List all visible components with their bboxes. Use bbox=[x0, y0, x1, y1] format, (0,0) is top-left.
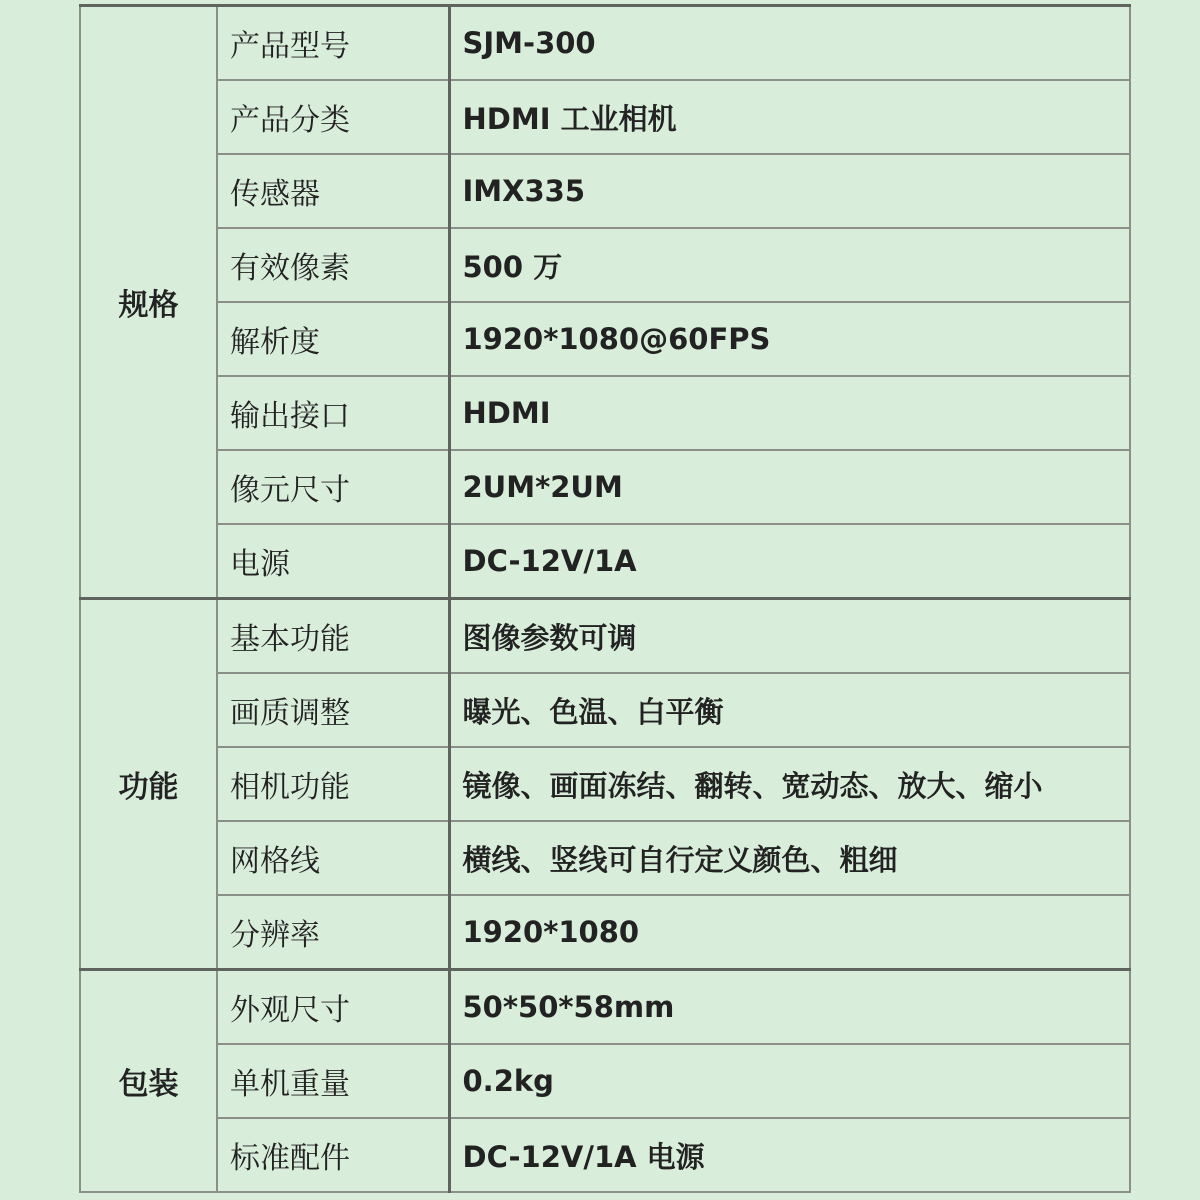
table-row bbox=[80, 376, 1130, 450]
row-label: 解析度 bbox=[217, 302, 449, 376]
row-label: 产品分类 bbox=[217, 80, 449, 154]
row-value: HDMI bbox=[449, 376, 1130, 450]
row-label: 输出接口 bbox=[217, 376, 449, 450]
row-label: 单机重量 bbox=[217, 1044, 449, 1118]
row-value: DC-12V/1A 电源 bbox=[449, 1118, 1130, 1192]
table-row bbox=[80, 821, 1130, 895]
row-value: 横线、竖线可自行定义颜色、粗细 bbox=[449, 821, 1130, 895]
row-value: 图像参数可调 bbox=[449, 599, 1130, 674]
section-group-label: 规格 bbox=[118, 288, 179, 323]
section-group-spec bbox=[80, 6, 217, 599]
table-row bbox=[80, 6, 1130, 81]
section-group-function bbox=[80, 599, 217, 970]
row-value: 1920*1080@60FPS bbox=[449, 302, 1130, 376]
row-value: 50*50*58mm bbox=[449, 970, 1130, 1045]
table-row bbox=[80, 673, 1130, 747]
table-row bbox=[80, 970, 1130, 1045]
row-value: 镜像、画面冻结、翻转、宽动态、放大、缩小 bbox=[449, 747, 1130, 821]
table-row bbox=[80, 450, 1130, 524]
table-row bbox=[80, 302, 1130, 376]
row-label: 电源 bbox=[217, 524, 449, 599]
section-group-label: 功能 bbox=[118, 770, 179, 805]
section-group-package bbox=[80, 970, 217, 1193]
row-label: 画质调整 bbox=[217, 673, 449, 747]
row-label: 标准配件 bbox=[217, 1118, 449, 1192]
spec-table bbox=[79, 4, 1131, 1193]
row-value: DC-12V/1A bbox=[449, 524, 1130, 599]
table-row bbox=[80, 154, 1130, 228]
row-value: 2UM*2UM bbox=[449, 450, 1130, 524]
table-row bbox=[80, 599, 1130, 674]
row-label: 像元尺寸 bbox=[217, 450, 449, 524]
row-value: SJM-300 bbox=[449, 6, 1130, 81]
row-label: 分辨率 bbox=[217, 895, 449, 970]
row-value: 曝光、色温、白平衡 bbox=[449, 673, 1130, 747]
row-label: 网格线 bbox=[217, 821, 449, 895]
row-value: HDMI 工业相机 bbox=[449, 80, 1130, 154]
table-row bbox=[80, 1118, 1130, 1192]
row-label: 传感器 bbox=[217, 154, 449, 228]
table-row bbox=[80, 80, 1130, 154]
table-row bbox=[80, 228, 1130, 302]
section-group-label: 包装 bbox=[118, 1067, 179, 1102]
row-label: 外观尺寸 bbox=[217, 970, 449, 1045]
row-label: 产品型号 bbox=[217, 6, 449, 81]
row-value: 0.2kg bbox=[449, 1044, 1130, 1118]
table-row bbox=[80, 524, 1130, 599]
row-value: IMX335 bbox=[449, 154, 1130, 228]
row-label: 有效像素 bbox=[217, 228, 449, 302]
row-label: 相机功能 bbox=[217, 747, 449, 821]
row-label: 基本功能 bbox=[217, 599, 449, 674]
table-row bbox=[80, 747, 1130, 821]
row-value: 1920*1080 bbox=[449, 895, 1130, 970]
table-row bbox=[80, 1044, 1130, 1118]
table-row bbox=[80, 895, 1130, 970]
row-value: 500 万 bbox=[449, 228, 1130, 302]
